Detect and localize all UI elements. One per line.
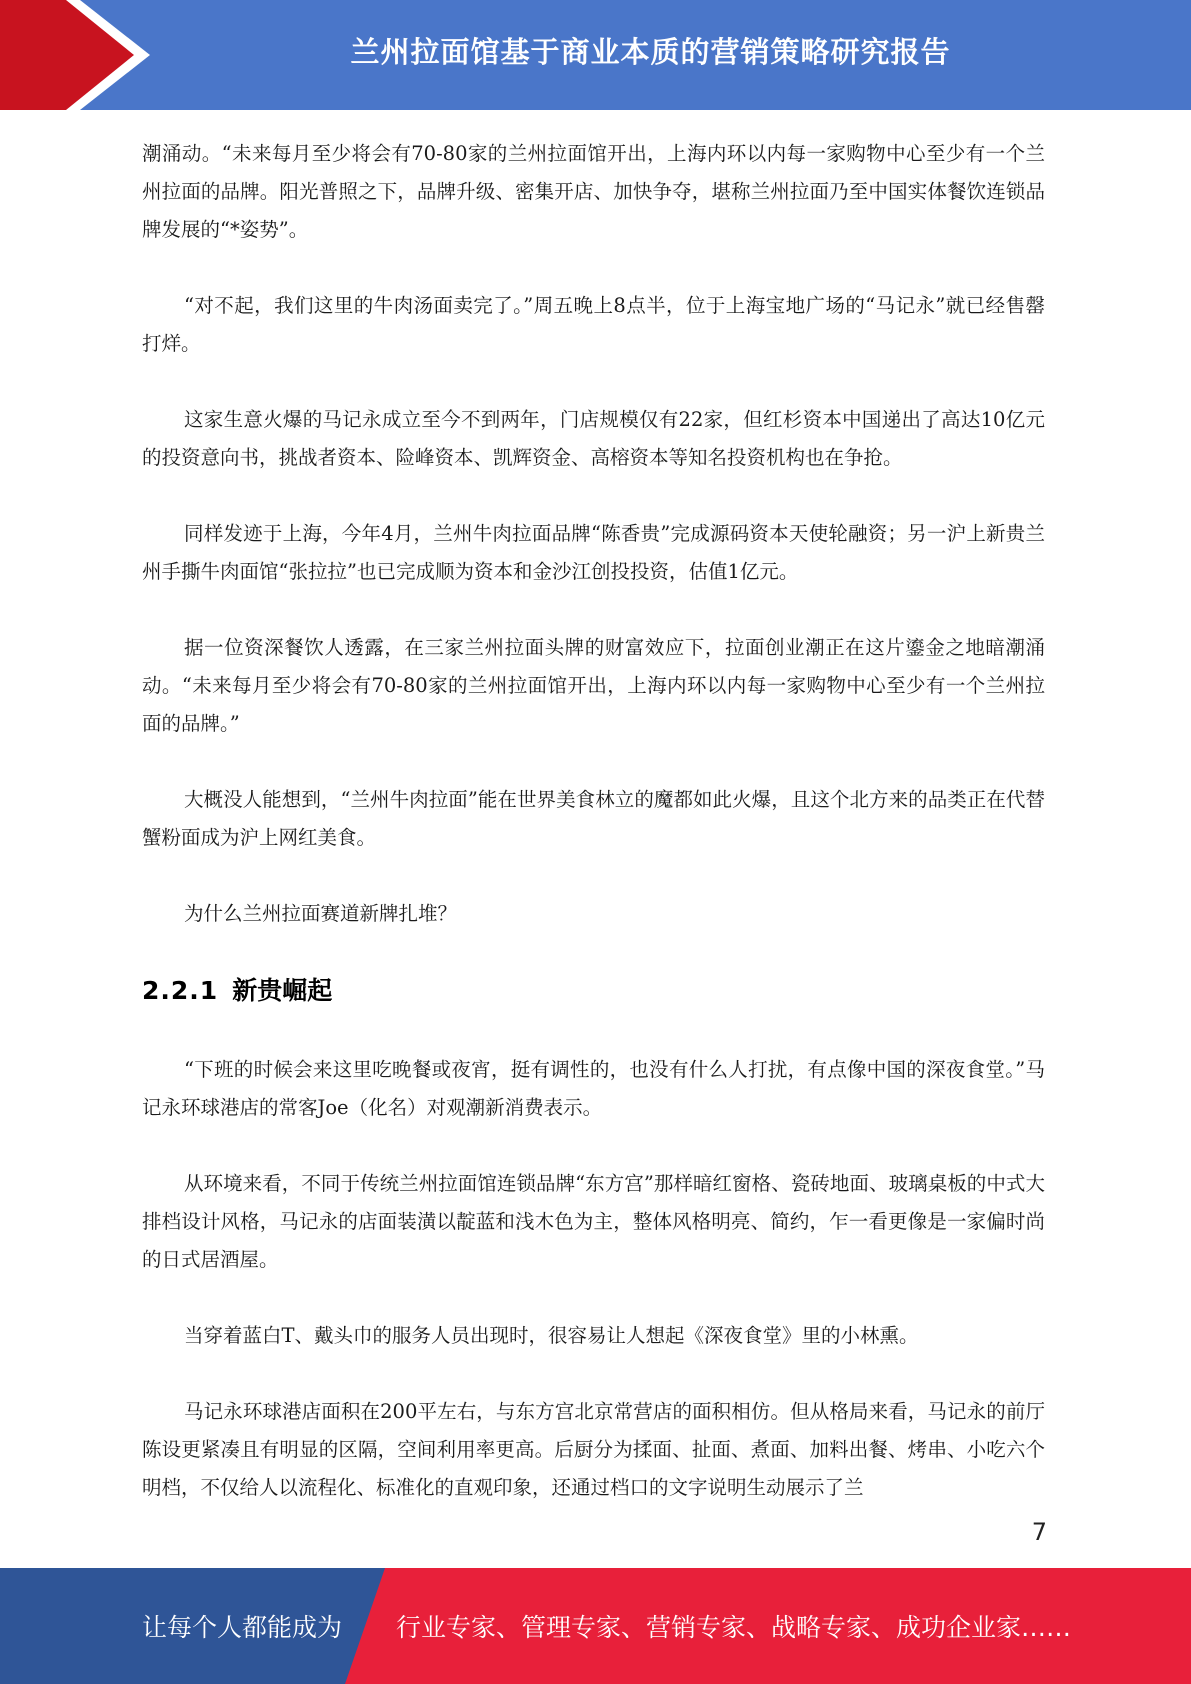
body-paragraph: 潮涌动。“未来每月至少将会有70-80家的兰州拉面馆开出，上海内环以内每一家购物中心至少有一个兰州拉面的品牌。阳光普照之下，品牌升级、密集开店、加快争夺，堪称兰州拉面乃至中国实体餐饮连锁品牌发展的“*姿势”。 <box>142 142 1045 241</box>
footer-slogan-right: 行业专家、管理专家、营销专家、战略专家、成功企业家…… <box>396 1613 1072 1642</box>
body-paragraph: “对不起，我们这里的牛肉汤面卖完了。”周五晚上8点半，位于上海宝地广场的“马记永”就已经售罄打烊。 <box>142 294 1045 355</box>
section-heading <box>142 971 1045 1011</box>
section-number: 2.2.1 <box>142 976 219 1005</box>
body-paragraph: “下班的时候会来这里吃晚餐或夜宵，挺有调性的，也没有什么人打扰，有点像中国的深夜食堂。”马记永环球港店的常客Joe（化名）对观潮新消费表示。 <box>142 1058 1045 1119</box>
page-footer <box>0 1568 1191 1684</box>
body-paragraph: 这家生意火爆的马记永成立至今不到两年，门店规模仅有22家，但红杉资本中国递出了高达10亿元的投资意向书，挑战者资本、险峰资本、凯辉资金、高榕资本等知名投资机构也在争抢。 <box>142 408 1045 469</box>
footer-slogan-left: 让每个人都能成为 <box>142 1613 343 1642</box>
body-paragraph: 马记永环球港店面积在200平左右，与东方宫北京常营店的面积相仿。但从格局来看，马记永的前厅陈设更紧凑且有明显的区隔，空间利用率更高。后厨分为揉面、扯面、煮面、加料出餐、烤串、小吃六个明档，不仅给人以流程化、标准化的直观印象，还通过档口的文字说明生动展示了兰 <box>142 1400 1045 1499</box>
body-paragraph: 当穿着蓝白T、戴头巾的服务人员出现时，很容易让人想起《深夜食堂》里的小林熏。 <box>184 1324 919 1347</box>
header-title: 兰州拉面馆基于商业本质的营销策略研究报告 <box>350 34 951 69</box>
body-paragraph: 从环境来看，不同于传统兰州拉面馆连锁品牌“东方宫”那样暗红窗格、瓷砖地面、玻璃桌板的中式大排档设计风格，马记永的店面装潢以靛蓝和浅木色为主，整体风格明亮、简约，乍一看更像是一家偏时尚的日式居酒屋。 <box>142 1172 1045 1271</box>
page-number: 7 <box>1031 1518 1047 1546</box>
document-body <box>142 135 1045 1545</box>
body-paragraph: 同样发迹于上海，今年4月，兰州牛肉拉面品牌“陈香贵”完成源码资本天使轮融资；另一沪上新贵兰州手撕牛肉面馆“张拉拉”也已完成顺为资本和金沙江创投投资，估值1亿元。 <box>142 522 1045 583</box>
body-paragraph: 据一位资深餐饮人透露，在三家兰州拉面头牌的财富效应下，拉面创业潮正在这片鎏金之地暗潮涌动。“未来每月至少将会有70-80家的兰州拉面馆开出，上海内环以内每一家购物中心至少有一个兰州拉面的品牌。” <box>142 636 1045 735</box>
body-paragraph: 大概没人能想到，“兰州牛肉拉面”能在世界美食林立的魔都如此火爆，且这个北方来的品类正在代替蟹粉面成为沪上网红美食。 <box>142 788 1045 849</box>
section-title: 新贵崛起 <box>232 976 333 1005</box>
page-header <box>0 0 1191 110</box>
body-paragraph: 为什么兰州拉面赛道新牌扎堆？ <box>184 902 458 925</box>
